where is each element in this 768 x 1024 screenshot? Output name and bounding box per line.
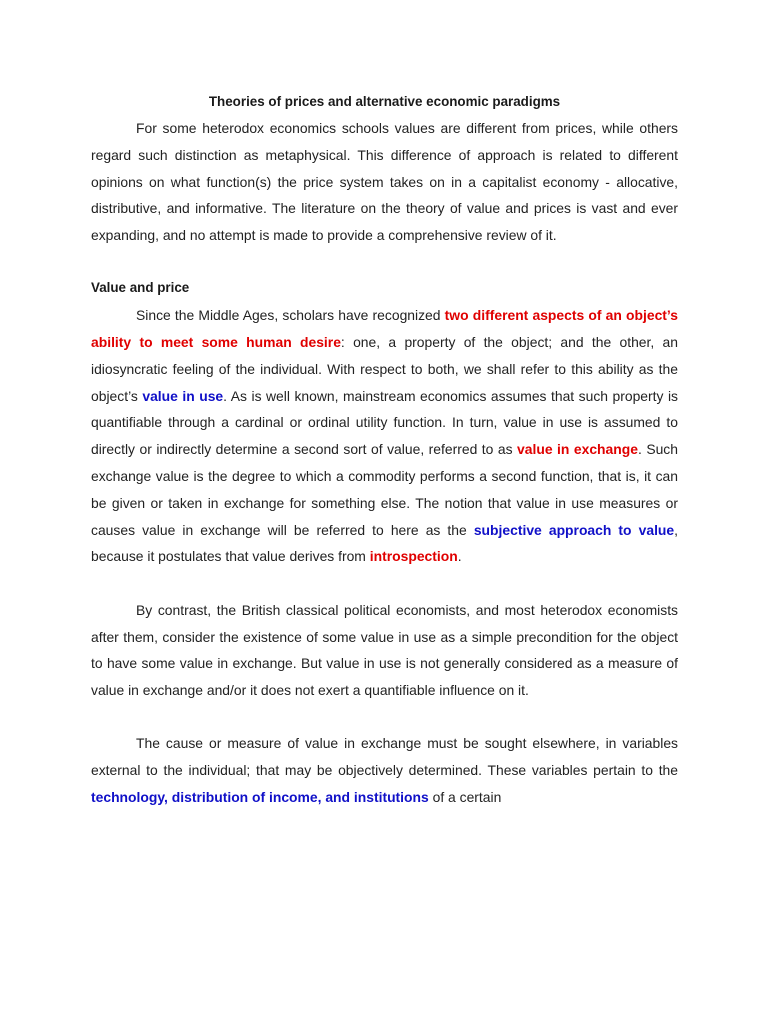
highlight-technology-distribution: technology, distribution of income, and institutions (91, 789, 429, 806)
highlight-value-in-use: value in use (142, 387, 224, 404)
text-segment: . Such exchange value is the degree to which a commodity performs a second function, that is, it can be given or taken in exchange for something else. The notion that value in use measures or causes value in exchange will be referred to here as the (91, 441, 678, 538)
text-segment: The cause or measure of value in exchange must be sought elsewhere, in variables external to the individual; that may be objectively determined. These variables pertain to the (91, 735, 678, 779)
highlight-value-in-exchange: value in exchange (517, 441, 638, 458)
text-segment: , because it postulates that value derives from (91, 521, 678, 565)
highlight-subjective-approach: subjective approach to value (473, 521, 675, 538)
paragraph-cause-or-measure (91, 730, 678, 810)
text-segment: . (457, 548, 462, 565)
paragraph-spacer (91, 704, 678, 731)
highlight-two-aspects: two different aspects of an object’s ability to meet some human desire (91, 307, 678, 351)
text-segment: . As is well known, mainstream economics assumes that such property is quantifiable through a cardinal or ordinal utility function. In turn, value in use is assumed to directly or indirectly determine a second sort of value, referred to as (91, 387, 678, 458)
paragraph-by-contrast: By contrast, the British classical political economists, and most heterodox economists after them, consider the existence of some value in use as a simple precondition for the object to have some value in exchange. But value in use is not generally considered as a measure of value in exchange and/or it does not exert a quantifiable influence on it. (91, 601, 678, 699)
document-page (91, 88, 678, 811)
section-heading: Value and price (91, 280, 190, 296)
paragraph-spacer (91, 249, 678, 276)
document-title: Theories of prices and alternative economic paradigms (208, 94, 561, 109)
paragraph-spacer (91, 570, 678, 597)
text-segment: of a certain (428, 789, 502, 806)
text-segment: : one, a property of the object; and the other, an idiosyncratic feeling of the individual. With respect to both, we shall refer to this ability as the object’s (91, 334, 678, 404)
paragraph-intro: For some heterodox economics schools values are different from prices, while others regard such distinction as metaphysical. This difference of approach is related to different opinions on what function(s) the price system takes on in a capitalist economy - allocative, distributive, and informative. The literature on the theory of value and prices is vast and ever expanding, and no attempt is made to provide a comprehensive review of it. (91, 120, 678, 244)
highlight-introspection: introspection (369, 548, 458, 565)
paragraph-value-and-price (91, 302, 678, 570)
text-segment: Since the Middle Ages, scholars have recognized (136, 307, 445, 324)
